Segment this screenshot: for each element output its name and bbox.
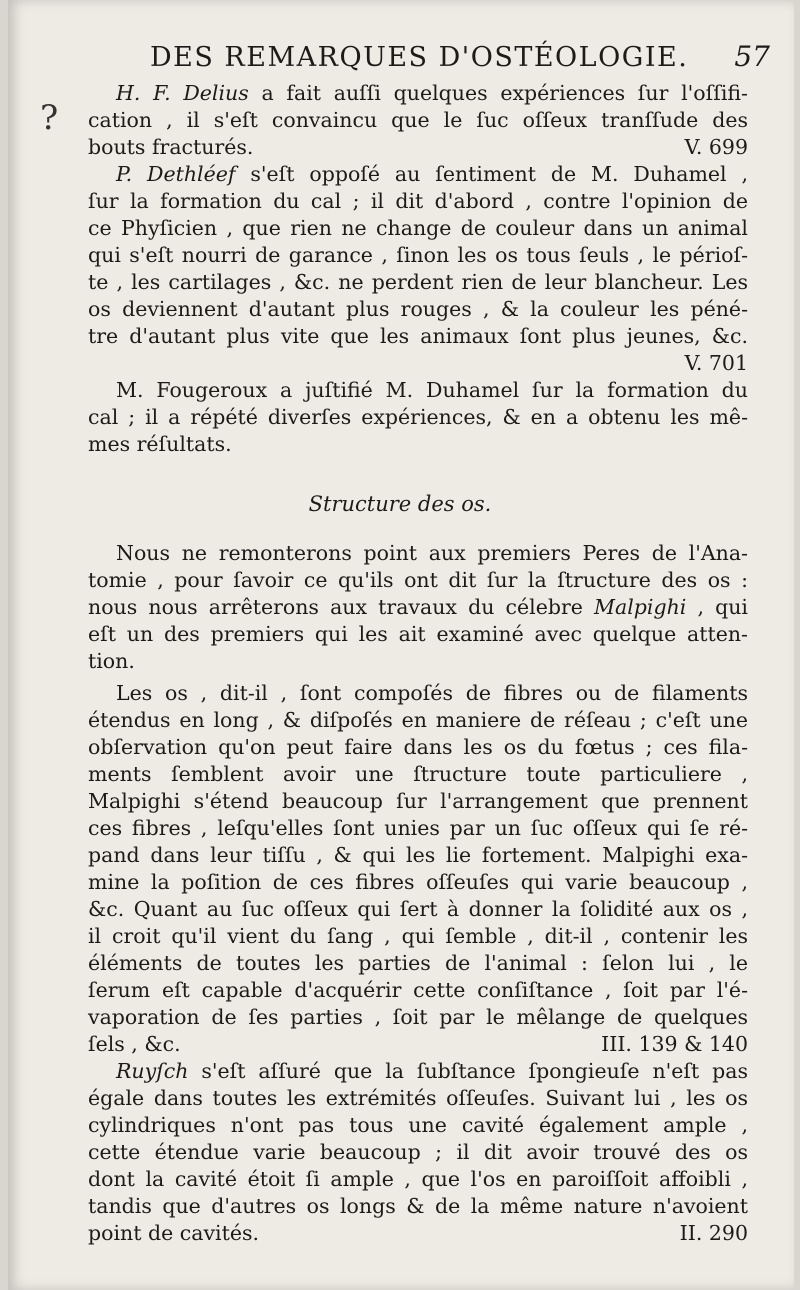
text-line: nous nous arrêterons aux travaux du célebre Malpighi , qui: [88, 595, 748, 619]
text-line: étendus en long , & diſpoſés en maniere de réſeau ; c'eſt une: [88, 708, 748, 732]
text-line: Nous ne remonterons point aux premiers Peres de l'Ana-: [116, 541, 748, 565]
paragraph-dethleef: [88, 161, 748, 377]
text-line: te , les cartilages , &c. ne perdent rien de leur blancheur. Les: [88, 270, 748, 294]
text-line: tomie , pour ſavoir ce qu'ils ont dit ſur la ſtructure des os :: [88, 568, 748, 592]
reference: II. 290: [679, 1221, 748, 1245]
text-line: mes réſultats.: [88, 432, 232, 456]
section-heading: Structure des os.: [308, 492, 492, 516]
text-line: dont la cavité étoit ſi ample , que l'os en paroiſſoit affoibli ,: [88, 1167, 748, 1191]
body-text: [88, 80, 748, 1247]
reference: III. 139 & 140: [601, 1032, 748, 1056]
paragraph-malpighi: [88, 680, 748, 1058]
page-number: 57: [734, 40, 770, 73]
reference: V. 701: [684, 351, 748, 375]
text-line: cation , il s'eſt convaincu que le ſuc oſſeux tranſſude des: [88, 108, 748, 132]
text-line: M. Fougeroux a juſtifié M. Duhamel ſur la formation du: [116, 378, 748, 402]
text-line: bouts fracturés. V. 699: [88, 135, 748, 159]
paragraph-delius: [88, 80, 748, 161]
text-line: H. F. Delius a fait auſſi quelques expériences ſur l'oſſifi-: [116, 81, 748, 105]
text-line: cylindriques n'ont pas tous une cavité également ample ,: [88, 1113, 748, 1137]
text-line: pand dans leur tiſſu , & qui les lie fortement. Malpighi exa-: [88, 843, 748, 867]
paragraph-structure-intro: [88, 540, 748, 675]
text-line: ces fibres , leſqu'elles ſont unies par un ſuc oſſeux qui ſe ré-: [88, 816, 748, 840]
text-line: ce Phyſicien , que rien ne change de couleur dans un animal: [88, 216, 748, 240]
text-line: ſerum eſt capable d'acquérir cette conſiſtance , ſoit par l'é-: [88, 978, 748, 1002]
text-line: P. Dethléef s'eſt oppoſé au ſentiment de M. Duhamel ,: [116, 162, 748, 186]
text-line: ſur la formation du cal ; il dit d'abord , contre l'opinion de: [88, 189, 748, 213]
text-line: eſt un des premiers qui les ait examiné avec quelque atten-: [88, 622, 748, 646]
text-line: tion.: [88, 649, 135, 673]
text-line: tandis que d'autres os longs & de la même nature n'avoient: [88, 1194, 748, 1218]
text-line: cal ; il a répété diverſes expériences, & en a obtenu les mê-: [88, 405, 748, 429]
text-line: égale dans toutes les extrémités oſſeuſes. Suivant lui , les os: [88, 1086, 748, 1110]
text-line: ſels , &c. III. 139 & 140: [88, 1032, 748, 1056]
text-line: obſervation qu'on peut faire dans les os du fœtus ; ces fila-: [88, 735, 748, 759]
text-line: Malpighi s'étend beaucoup ſur l'arrangement que prennent: [88, 789, 748, 813]
text-line: il croit qu'il vient du ſang , qui ſemble , dit-il , contenir les: [88, 924, 748, 948]
text-line: ments ſemblent avoir une ſtructure toute particuliere ,: [88, 762, 748, 786]
margin-mark: ?: [40, 98, 59, 138]
text-line: vaporation de ſes parties , ſoit par le mêlange de quelques: [88, 1005, 748, 1029]
text-line: mine la poſition de ces fibres oſſeuſes qui varie beaucoup ,: [88, 870, 748, 894]
running-header: [150, 40, 770, 80]
text-line: os deviennent d'autant plus rouges , & la couleur les péné-: [88, 297, 748, 321]
text-line: &c. Quant au ſuc oſſeux qui ſert à donner la ſolidité aux os ,: [88, 897, 748, 921]
running-title: DES REMARQUES D'OSTÉOLOGIE.: [150, 42, 689, 73]
paragraph-ruysch: [88, 1058, 748, 1247]
text-line: point de cavités. II. 290: [88, 1221, 748, 1245]
text-line: Les os , dit-il , ſont compoſés de fibres ou de filaments: [116, 681, 748, 705]
text-line: cette étendue varie beaucoup ; il dit avoir trouvé des os: [88, 1140, 748, 1164]
text-line: éléments de toutes les parties de l'animal : ſelon lui , le: [88, 951, 748, 975]
text-line: tre d'autant plus vite que les animaux ſont plus jeunes, &c.: [88, 324, 748, 348]
reference: V. 699: [684, 135, 748, 159]
text-line: qui s'eſt nourri de garance , ſinon les os tous ſeuls , le périoſ-: [88, 243, 748, 267]
text-line: Ruyſch s'eſt aſſuré que la ſubſtance ſpongieuſe n'eſt pas: [116, 1059, 748, 1083]
paragraph-fougeroux: [88, 377, 748, 458]
